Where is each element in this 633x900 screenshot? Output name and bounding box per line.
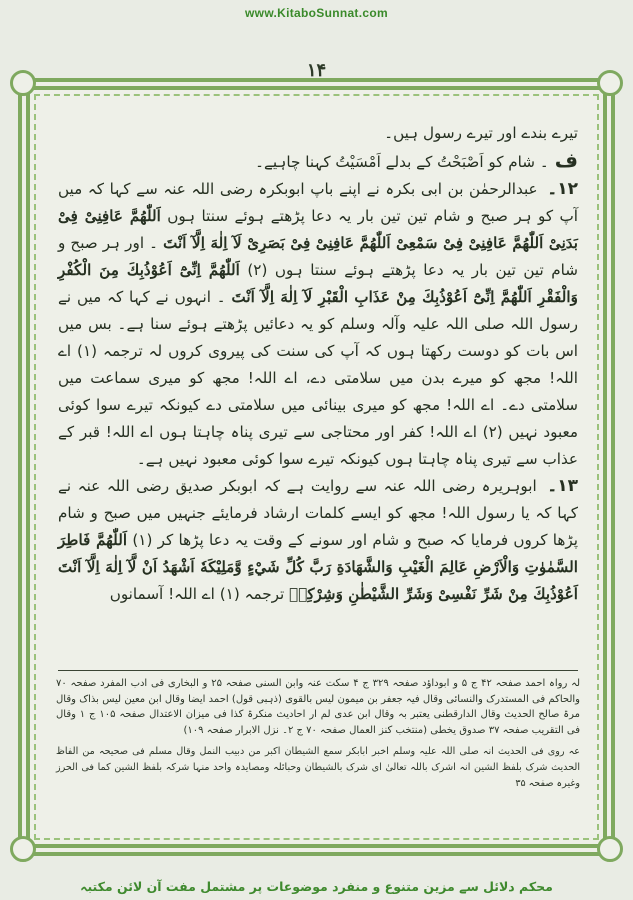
page-number: ١۴ xyxy=(306,60,327,81)
footnote: لہ رواہ احمد صفحہ ۴۲ ج ۵ و ابوداؤد صفحہ ۳۲۹ ج ۴ سکت عنہ وابن السنی صفحہ ۲۵ و البخاری فی ادب المفرد صفحہ ۷۰ والحاکم فی المستدرک والنسائی وقال فیہ جعفر بن میمون لیس بالقوی (ذہبی قول) احمد ایضا وقال ابن معین لیس بذاک وقال مرۃ صالح الحدیث وقال الدارقطنی یعتبر بہ وقال ابن عدی لم ار احادیث منکرۃ کذا فی میزان الاعتدال صفحہ ۱۰۵ ج ۱ وقال فی التقریب صفحہ ۳۷ صدوق یخطی (منتخب کنز العمال صفحہ ۷۰ ج ۲۔ نزل الابرار صفحہ ۱۰۹) xyxy=(56,678,581,736)
main-text xyxy=(58,120,578,608)
border-corner-ornament xyxy=(597,836,623,862)
paragraph xyxy=(58,120,578,147)
paragraph-note xyxy=(58,147,578,176)
paragraph-text: ترجمہ (١) اے اللہ! آسمانوں xyxy=(109,585,285,603)
hadith-13 xyxy=(58,473,578,608)
site-url[interactable]: www.KitaboSunnat.com xyxy=(245,6,388,20)
note-marker: ف xyxy=(554,148,578,172)
footnotes xyxy=(56,676,580,791)
border-corner-ornament xyxy=(10,836,36,862)
hadith-number: ١٢۔ xyxy=(547,179,578,199)
paragraph-text: تیرے بندے اور تیرے رسول ہیں۔ xyxy=(384,124,578,142)
paragraph-text: ۔ اور ہر صبح و شام تین تین بار یہ دعا پڑھتے ہوئے سنتا ہوں (٢) xyxy=(58,234,578,279)
paragraph-text: ابوہریرہ رضی اللہ عنہ سے روایت ہے کہ ابوبکر صدیق رضی اللہ عنہ نے کہا کہ یا رسول اللہ! مجھ کو ایسے کلمات ارشاد فرمایئے جنہیں میں صبح و شام پڑھا کروں فرمایا کہ صبح و شام اور سونے کے وقت یہ دعا پڑھا کر (١) xyxy=(58,477,578,549)
paragraph-text: ۔ شام کو اَصْبَحْتُ کے بدلے اَمْسَیْتُ کہنا چاہیے۔ xyxy=(255,153,549,171)
hadith-12 xyxy=(58,176,578,473)
arabic-supplication: اَللّٰهُمَّ فَاطِرَ السَّمٰوٰتِ وَالْاَرْضِ عَالِمَ الْغَيْبِ وَالشَّهَادَةِ رَبَّ كُلِّ شَيْءٍ وَّمَلِيْكَهٗ اَشْهَدُ اَنْ لَّآ اِلٰهَ اِلَّآ اَنْتَ اَعُوْذُبِكَ مِنْ شَرِّ نَفْسِیْ وَشَرِّ الشَّيْطٰنِ وَشِرْكِهٖ xyxy=(58,531,578,603)
arabic-supplication: اَللّٰهُمَّ اِنِّیْٓ اَعُوْذُبِكَ مِنَ الْكُفْرِ وَالْفَقْرِ اَللّٰهُمَّ اِنِّیْٓ اَعُوْذُبِكَ مِنْ عَذَابِ الْقَبْرِ لَآ اِلٰهَ اِلَّآ اَنْتَ xyxy=(58,261,578,306)
footnote-divider xyxy=(58,670,578,671)
footnote: عہ روی فی الحدیث انہ صلی اللہ علیہ وسلم اخبر ابابکر سمع الشیطان اکبر من دبیب النمل وقال مسلم فی صحیحہ من الفاظ الحدیث شرک بلفظ الشین انہ اشرک باللہ تعالیٰ ای شرک بالشیطان وحبائلہ ومصایدہ واحد منہا شرکہ بلفظ الشین کما فی الحرز وغیرہ صفحہ ۳۵ xyxy=(56,746,580,789)
arabic-supplication: اَللّٰهُمَّ عَافِنِیْ فِیْ بَدَنِیْ اَللّٰهُمَّ عَافِنِیْ فِیْ سَمْعِیْ اَللّٰهُمَّ عَافِنِیْ فِیْ بَصَرِیْ لَآ اِلٰهَ اِلَّآ اَنْتَ xyxy=(58,207,578,252)
paragraph-text: ۔ انہوں نے کہا کہ میں نے رسول اللہ صلی اللہ علیہ وآلہ وسلم کو یہ دعائیں پڑھتے ہوئے سنا ہے۔ بس میں اس بات کو دوست رکھتا ہوں کہ آپ کی سنت کی پیروی کروں لہ ترجمہ (١) اے اللہ! مجھ کو میرے بدن میں سلامتی دے، اے اللہ! مجھ کو میری سماعت میں سلامتی دے۔ اے اللہ! مجھ کو میری بینائی میں سلامتی دے کیونکہ تیرے سوا کوئی معبود نہیں (٢) اے اللہ! کفر اور محتاجی سے تیری پناہ چاہتا ہوں اے اللہ! قبر کے عذاب سے تیری پناہ چاہتا ہوں کیونکہ تیرے سوا کوئی معبود نہیں ہے۔ xyxy=(58,288,579,468)
hadith-number: ١٣۔ xyxy=(547,476,578,496)
library-banner[interactable]: محکم دلائل سے مزین متنوع و منفرد موضوعات پر مشتمل مفت آن لائن مکتبہ xyxy=(80,879,553,894)
paragraph-text: عبدالرحمٰن بن ابی بکرہ نے اپنے باپ ابوبکرہ رضی اللہ عنہ سے کہا کہ میں آپ کو ہر صبح و شام تین تین بار یہ دعا پڑھتے ہوئے سنتا ہوں xyxy=(58,180,579,225)
